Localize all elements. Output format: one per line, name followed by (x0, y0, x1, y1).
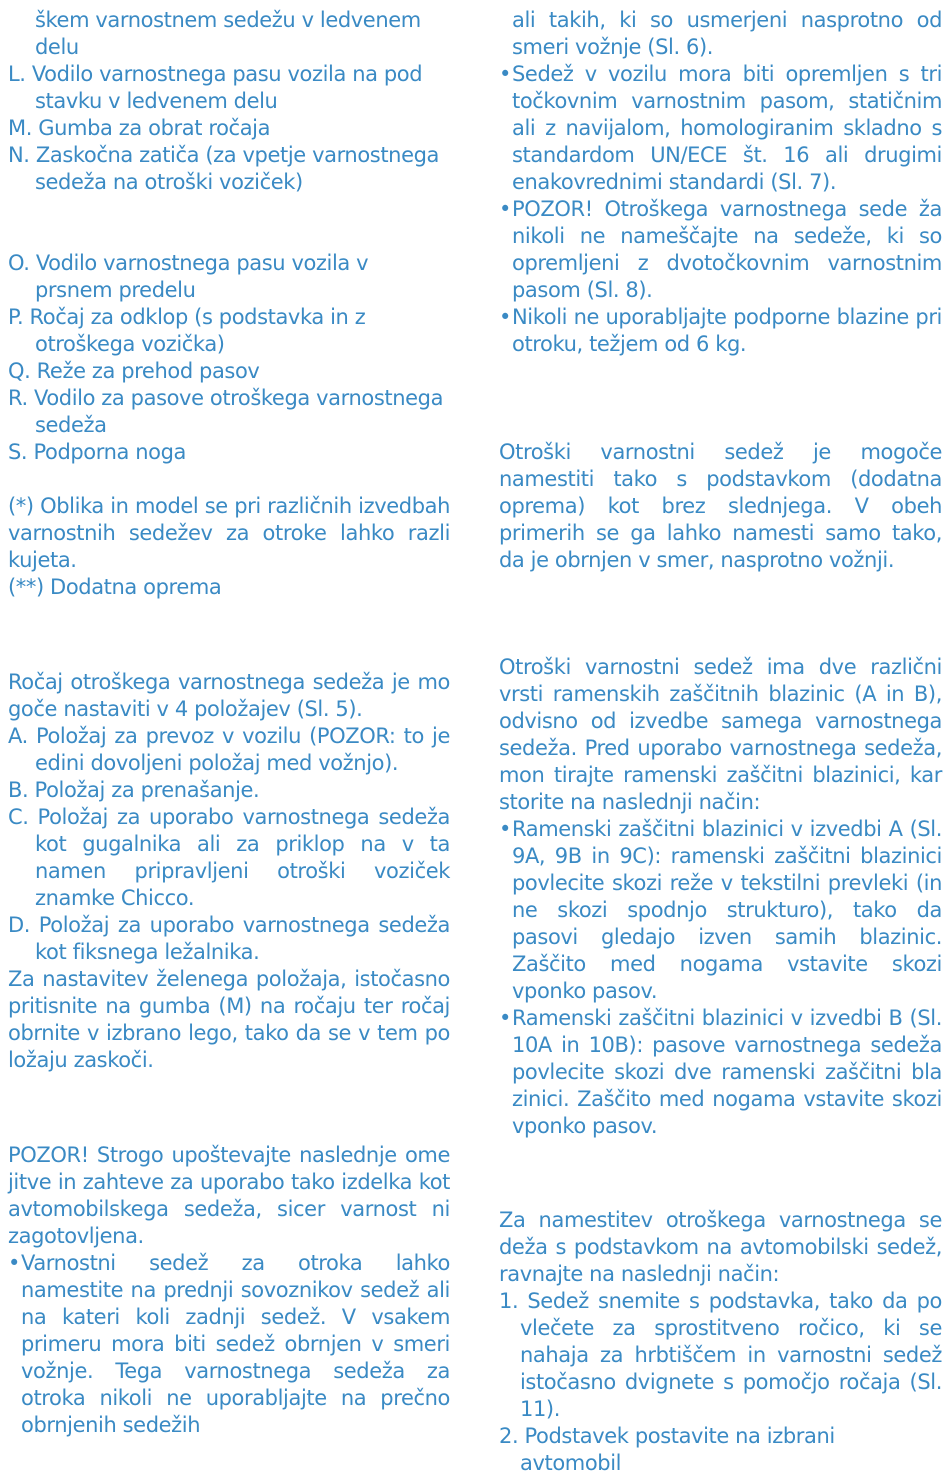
list-item: S. Podporna noga (8, 440, 187, 464)
list-item: A. Položaj za prevoz v vozilu (POZOR: to je edini dovoljeni položaj med vožnjo). (8, 724, 450, 775)
install-step: 2. Podstavek postavite na izbrani avtomobil (499, 1424, 835, 1475)
warning-bullet: • POZOR! Otroškega varnostnega sede ža nikoli ne nameščajte na sedeže, ki so opremljeni z dvotočkovnim varnostnim pasom (Sl. 8). (499, 196, 942, 304)
list-item: O. Vodilo varnostnega pasu vozila v prsnem predelu (8, 251, 369, 302)
shoulder-pads-intro: Otroški varnostni sedež ima dve različni vrsti ramenskih zaščitnih blazinic (A in B), odvisno od izvedbe samega varnostnega sedeža. Pred uporabo varnostnega sedeža, mon tirajte ramenski zaščitni blazinici, kar storite na naslednji način: (499, 655, 942, 814)
warning-bullet: • Varnostni sedež za otroka lahko namestite na prednji sovoznikov sedež ali na kateri koli zadnji sedež. V vsakem primeru mora biti sedež obrnjen v smeri vožnje. Tega varnostnega sedeža za otroka nikoli ne uporabljajte na prečno obrnjenih sedežih (8, 1250, 450, 1439)
left-column (8, 7, 450, 1439)
shoulder-pads-bullet: • Ramenski zaščitni blazinici v izvedbi B (Sl. 10A in 10B): pasove varnostnega sedeža povlecite skozi dve ramenski zaščitni bla zinici. Zaščito med nogama vstavite skozi vponko pasov. (499, 1005, 942, 1140)
parts-list-second (8, 250, 450, 466)
warning-bullet: • Nikoli ne uporabljajte podporne blazine pri otroku, težjem od 6 kg. (499, 304, 942, 358)
list-item: P. Ročaj za odklop (s podstavka in z otroškega vozička) (8, 305, 366, 356)
list-item: škem varnostnem sedežu v ledvenem delu (35, 8, 421, 59)
shoulder-pads-bullet: • Ramenski zaščitni blazinici v izvedbi A (Sl. 9A, 9B in 9C): ramenski zaščitni blazinici povlecite skozi reže v tekstilni prevleki (in ne skozi spodnjo strukturo), tako da pasovi gledajo izven samih blazinic. Zaščito med nogama vstavite skozi vponko pasov. (499, 816, 942, 1005)
list-item: Q. Reže za prehod pasov (8, 359, 260, 383)
parts-list-continued (8, 7, 450, 196)
handle-intro: Ročaj otroškega varnostnega sedeža je mo goče nastaviti v 4 položajev (Sl. 5). (8, 670, 450, 721)
handle-instructions: Za nastavitev želenega položaja, istočasno pritisnite na gumba (M) na ročaju ter ročaj obrnite v izbrano lego, tako da se v tem po ložaju zaskoči. (8, 967, 450, 1072)
list-item: N. Zaskočna zatiča (za vpetje varnostnega sedeža na otroški voziček) (8, 143, 439, 194)
list-item: C. Položaj za uporabo varnostnega sedeža kot gugalnika ali za priklop na v ta namen pripravljeni otroški voziček znamke Chicco. (8, 805, 450, 910)
warning-bullet: • Sedež v vozilu mora biti opremljen s tri točkovnim varnostnim pasom, statičnim ali z navijalom, homologiranim skladno s standardom UN/ECE št. 16 ali drugimi enakovrednimi standardi (Sl. 7). (499, 61, 942, 196)
install-intro: Za namestitev otroškega varnostnega se deža s podstavkom na avtomobilski sedež, ravnajte na naslednji način: (499, 1208, 942, 1286)
warning-intro: POZOR! Strogo upoštevajte naslednje ome jitve in zahteve za uporabo tako izdelka kot avtomobilskega sedeža, sicer varnost ni zagotovljena. (8, 1143, 450, 1248)
footnote-accessory: (**) Dodatna oprema (8, 575, 222, 599)
footnote-shape: (*) Oblika in model se pri različnih izvedbah varnostnih sedežev za otroke lahko razli kujeta. (8, 494, 450, 572)
base-paragraph: Otroški varnostni sedež je mogoče namestiti tako s podstavkom (dodatna oprema) kot brez slednjega. V obeh primerih se ga lahko namesti samo tako, da je obrnjen v smer, nasprotno vožnji. (499, 440, 942, 572)
install-step: 1. Sedež snemite s podstavka, tako da po vlečete za sprostitveno ročico, ki se nahaja za hrbtiščem in varnostni sedež istočasno dvignete s pomočjo ročaja (Sl. 11). (499, 1289, 942, 1421)
list-item: D. Položaj za uporabo varnostnega sedeža kot fiksnega ležalnika. (8, 913, 450, 964)
bullet-continued: ali takih, ki so usmerjeni nasprotno od smeri vožnje (Sl. 6). (512, 8, 942, 59)
right-column (499, 7, 942, 1477)
list-item: M. Gumba za obrat ročaja (8, 116, 271, 140)
list-item: L. Vodilo varnostnega pasu vozila na pod stavku v ledvenem delu (8, 62, 423, 113)
list-item: B. Položaj za prenašanje. (8, 778, 260, 802)
list-item: R. Vodilo za pasove otroškega varnostnega sedeža (8, 386, 444, 437)
